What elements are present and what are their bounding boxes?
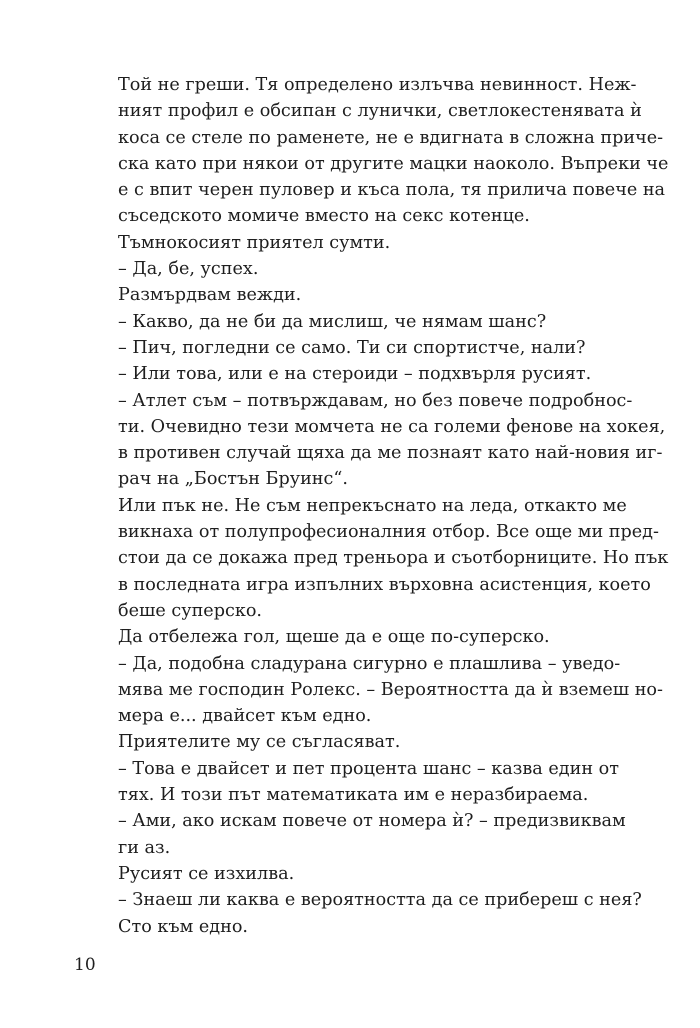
paragraph xyxy=(74,388,666,493)
paragraph xyxy=(74,230,619,256)
text-line: – Или това, или е на стероиди – подхвърля русият. xyxy=(118,364,592,385)
text-line: – Атлет съм – потвърждавам, но без повече подробнос- xyxy=(118,390,633,411)
paragraph xyxy=(74,72,669,230)
text-line: викнаха от полупрофесионалния отбор. Все още ми пред- xyxy=(118,522,659,543)
text-line: беше суперско. xyxy=(118,600,263,621)
text-line: коса се стеле по раменете, не е вдигната в сложна приче- xyxy=(118,127,664,148)
text-line: в противен случай щяха да ме познаят като най-новия иг- xyxy=(118,443,663,464)
paragraph xyxy=(74,808,626,861)
text-line: мера е... двайсет към едно. xyxy=(118,706,372,727)
paragraph xyxy=(74,861,619,887)
text-line: – Да, подобна сладурана сигурно е плашлива – уведо- xyxy=(118,653,621,674)
paragraph xyxy=(74,624,619,650)
text-line: ти. Очевидно тези момчета не са големи фенове на хокея, xyxy=(118,416,666,437)
text-line: в последната игра изпълних върховна асистенция, което xyxy=(118,574,651,595)
paragraph xyxy=(74,361,619,387)
text-line: Русият се изхилва. xyxy=(118,863,295,884)
paragraph xyxy=(74,651,663,730)
text-line: – Знаеш ли каква е вероятността да се прибереш с нея? xyxy=(118,890,642,911)
text-line: – Ами, ако искам повече от номера ѝ? – предизвиквам xyxy=(118,811,626,832)
text-line: Сто към едно. xyxy=(118,916,249,937)
body-text xyxy=(74,72,669,940)
paragraph xyxy=(74,887,642,940)
text-line: – Да, бе, успех. xyxy=(118,259,259,280)
text-line: мява ме господин Ролекс. – Вероятността да ѝ вземеш но- xyxy=(118,679,663,700)
paragraph xyxy=(74,282,619,308)
text-line: Размърдвам вежди. xyxy=(118,285,302,306)
text-line: Или пък не. Не съм непрекъснато на леда, откакто ме xyxy=(118,495,627,516)
text-line: ги аз. xyxy=(118,837,171,858)
text-line: стои да се докажа пред треньора и съотборниците. Но пък xyxy=(118,548,669,569)
page-number: 10 xyxy=(74,955,96,975)
text-line: рач на „Бостън Бруинс“. xyxy=(118,469,348,490)
paragraph xyxy=(74,309,619,335)
text-line: е с впит черен пуловер и къса пола, тя прилича повече на xyxy=(118,180,666,201)
text-line: – Пич, погледни се само. Ти си спортистче, нали? xyxy=(118,337,586,358)
text-line: Той не греши. Тя определено излъчва невинност. Неж- xyxy=(118,75,637,95)
text-line: ска като при някои от другите мацки наоколо. Въпреки че xyxy=(118,153,669,174)
text-line: – Това е двайсет и пет процента шанс – казва един от xyxy=(118,758,619,779)
text-line: Да отбележа гол, щеше да е още по-суперско. xyxy=(118,627,550,648)
paragraph xyxy=(74,256,619,282)
paragraph xyxy=(74,493,669,624)
paragraph xyxy=(74,729,619,755)
text-line: ният профил е обсипан с лунички, светлокестенявата ѝ xyxy=(118,101,642,122)
text-line: Тъмнокосият приятел сумти. xyxy=(118,232,391,253)
paragraph xyxy=(74,335,619,361)
paragraph xyxy=(74,756,619,809)
text-line: – Какво, да не би да мислиш, че нямам шанс? xyxy=(118,311,547,332)
text-line: тях. И този път математиката им е неразбираема. xyxy=(118,785,589,806)
text-line: Приятелите му се съгласяват. xyxy=(118,732,401,753)
text-line: съседското момиче вместо на секс котенце. xyxy=(118,206,530,227)
